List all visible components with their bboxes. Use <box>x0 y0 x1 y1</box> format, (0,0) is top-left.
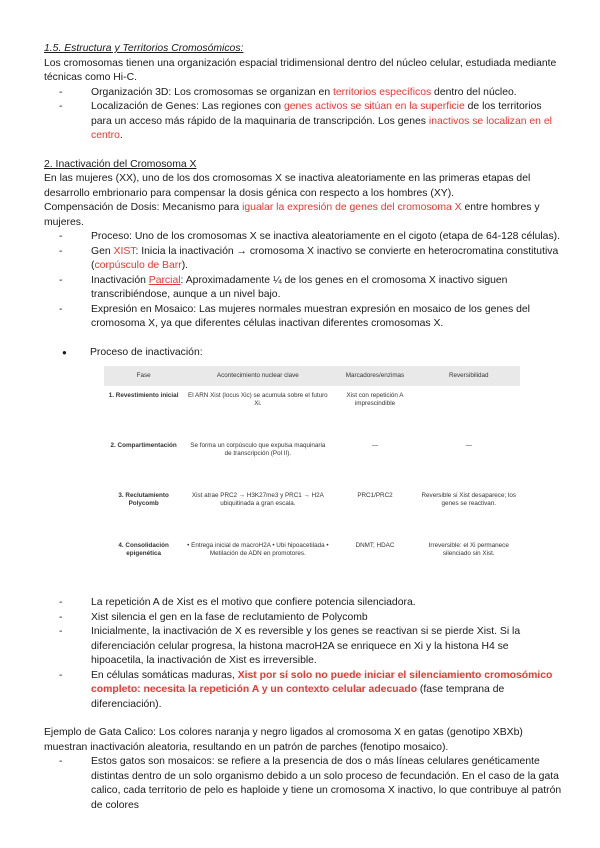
section-1-list <box>44 86 564 144</box>
section-1-intro: Los cromosomas tienen una organización espacial tridimensional dentro del núcleo celular, estudiada mediante técnicas como Hi-C. <box>44 57 557 83</box>
table-header-row <box>104 366 520 386</box>
list-item: - Proceso: Uno de los cromosomas X se inactiva aleatoriamente en el cigoto (etapa de 64-128 células). <box>90 230 564 245</box>
section-heading-1: 1.5. Estructura y Territorios Cromosómicos: <box>44 43 244 54</box>
table-cell: 3. Reclutamiento Polycomb <box>118 492 169 507</box>
table-cell: 4. Consolidación epigenética <box>118 542 169 557</box>
table-header-cell: Fase <box>104 366 183 386</box>
table-row <box>104 386 520 436</box>
table-row <box>104 436 520 486</box>
list-item: - Xist silencia el gen en la fase de reclutamiento de Polycomb <box>90 611 564 626</box>
table-header-cell: Marcadores/enzimas <box>332 366 417 386</box>
table-cell: DNMT; HDAC <box>355 542 395 549</box>
table-cell: — <box>371 442 379 449</box>
list-item: - Estos gatos son mosaicos: se refiere a la presencia de dos o más líneas celulares genéticamente distintas dentro de un solo organismo debido a un solo proceso de fecundación. En el caso de la gata calico, cada territorio de pelo es haploide y tiene un cromosoma X inactivo, lo que contribuye al patrón de colores <box>90 755 564 813</box>
table-row <box>104 536 520 586</box>
table-cell: • Entrega inicial de macroH2A • Ubi hipoacetilada • Metilación de ADN en promotores. <box>187 542 329 557</box>
table-cell <box>418 386 521 436</box>
list-item: - Inactivación Parcial: Aproximadamente ¼ de los genes en el cromosoma X inactivo siguen transcribiéndose, aunque a un nivel bajo. <box>90 274 564 303</box>
list-item: - Localización de Genes: Las regiones con genes activos se sitúan en la superficie de los territorios para un acceso más rápido de la maquinaria de transcripción. Los genes inactivos se localizan en el centro. <box>90 100 564 144</box>
table-cell: PRC1/PRC2 <box>357 492 393 499</box>
table-header-cell: Acontecimiento nuclear clave <box>183 366 332 386</box>
table-row <box>104 486 520 536</box>
list-item: - Gen XIST: Inicia la inactivación → cromosoma X inactivo se convierte en heterocromatina constitutiva (corpúsculo de Barr). <box>90 245 564 274</box>
dose-compensation-paragraph: Compensación de Dosis: Mecanismo para igualar la expresión de genes del cromosoma X entre hombres y mujeres. <box>44 202 540 228</box>
table-cell: Irreversible: el Xi permanece silenciado sin Xist. <box>428 542 509 557</box>
table-cell: 2. Compartimentación <box>110 442 177 449</box>
table-cell: 1. Revestimiento inicial <box>108 392 179 399</box>
list-item: - En células somáticas maduras, Xist por sí solo no puede iniciar el silenciamiento cromosómico completo: necesita la repetición A y un contexto celular adecuado (fase temprana de diferenciación). <box>90 669 564 713</box>
table-cell: Xist con repetición A imprescindible <box>346 392 404 407</box>
section-2-list <box>44 230 564 332</box>
list-item: - La repetición A de Xist es el motivo que confiere potencia silenciadora. <box>90 596 564 611</box>
table-cell: El ARN Xist (locus Xic) se acumula sobre el futuro Xi. <box>188 392 328 407</box>
section-2-paragraph: En las mujeres (XX), uno de los dos cromosomas X se inactiva aleatoriamente en las primeras etapas del desarrollo embrionario para compensar la dosis génica con respecto a los hombres (XY). <box>44 173 531 199</box>
list-item: - Expresión en Mosaico: Las mujeres normales muestran expresión en mosaico de los genes del cromosoma X, ya que diferentes células inactivan diferentes cromosomas X. <box>90 303 564 332</box>
document-page <box>44 42 564 813</box>
inactivation-table <box>104 366 520 586</box>
table-cell: Xist atrae PRC2 → H3K27me3 y PRC1 → H2A ubiquitinada a gran escala. <box>191 492 324 507</box>
table-cell: Se forma un corpúsculo que expulsa maquinaria de transcripción (Pol II). <box>190 442 326 457</box>
table-cell: — <box>465 442 472 449</box>
calico-paragraph: Ejemplo de Gata Calico: Los colores naranja y negro ligados al cromosoma X en gatas (genotipo XBXb) muestran inactivación aleatoria, resultando en un patrón de parches (fenotipo mosaico). <box>44 727 523 753</box>
list-item: - Organización 3D: Los cromosomas se organizan en territorios específicos dentro del núcleo. <box>90 86 564 101</box>
notes-list <box>44 596 564 712</box>
list-item: - Inicialmente, la inactivación de X es reversible y los genes se reactivan si se pierde Xist. Si la diferenciación celular progresa, la histona macroH2A se enriquece en Xi y la histona H4 se hipoacetila, la inactivación de Xist es irreversible. <box>90 625 564 669</box>
calico-list <box>44 755 564 813</box>
process-bullet: ● Proceso de inactivación: <box>44 346 564 361</box>
table-header-cell: Reversibilidad <box>418 366 521 386</box>
table-cell: Reversible si Xist desaparece; los genes se reactivan. <box>421 492 516 507</box>
section-heading-2: 2. Inactivación del Cromosoma X <box>44 158 197 170</box>
